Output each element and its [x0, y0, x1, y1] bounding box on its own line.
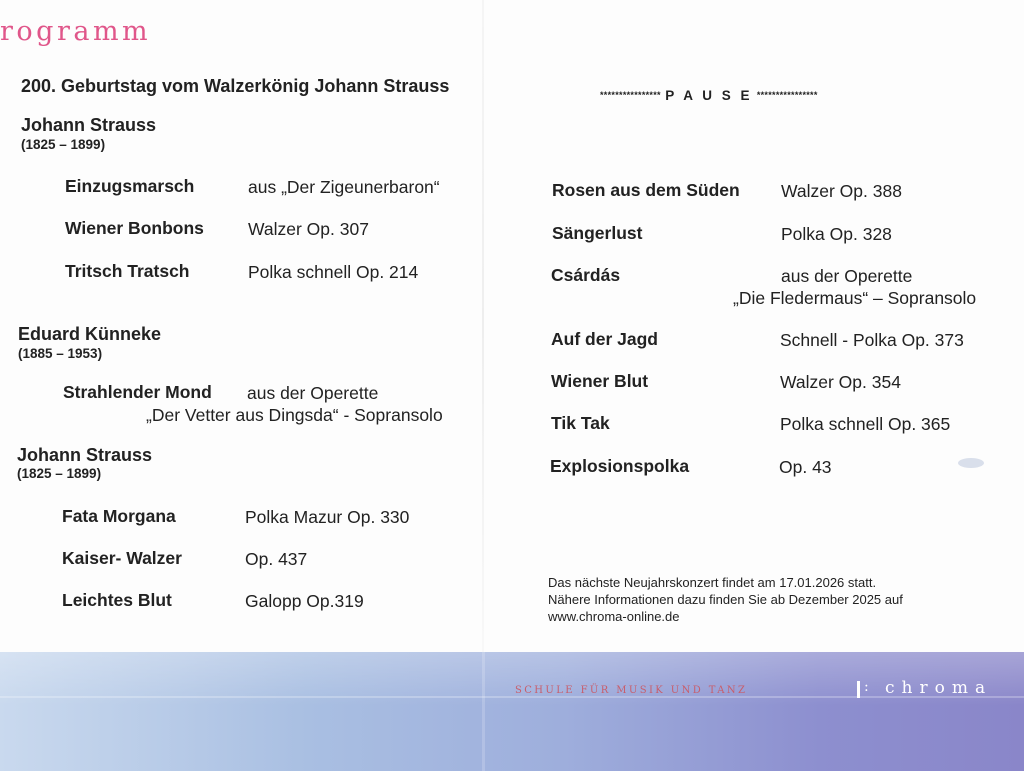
paper-smudge: [958, 458, 984, 468]
piece-desc: Polka schnell Op. 365: [780, 414, 951, 434]
piece-title: Strahlender Mond: [63, 382, 212, 402]
band-fold: [482, 652, 485, 771]
footer-band: [0, 652, 1024, 771]
pause-divider: [600, 88, 818, 103]
composer-years: (1825 – 1899): [17, 466, 102, 481]
piece-desc: Walzer Op. 388: [781, 181, 902, 201]
piece-title: Explosionspolka: [550, 456, 690, 476]
piece-desc: aus der Operette: [247, 383, 379, 403]
note-line: Das nächste Neujahrskonzert findet am 17.01.2026 statt.: [548, 575, 877, 590]
piece-desc: Polka Mazur Op. 330: [245, 507, 410, 527]
composer-name: Johann Strauss: [17, 445, 153, 465]
piece-desc: aus „Der Zigeunerbaron“: [248, 177, 440, 197]
composer-years: (1885 – 1953): [18, 346, 103, 361]
piece-desc: Galopp Op.319: [245, 591, 364, 611]
piece-desc: Walzer Op. 307: [248, 219, 369, 239]
composer-name: Eduard Künneke: [18, 324, 162, 344]
composer-name: Johann Strauss: [21, 115, 157, 135]
piece-title: Wiener Bonbons: [65, 218, 204, 238]
page-fold: [482, 0, 484, 652]
piece-title: Csárdás: [551, 265, 621, 285]
note-link: www.chroma-online.de: [548, 609, 680, 624]
piece-desc-line2: „Der Vetter aus Dingsda“ - Sopransolo: [146, 405, 443, 425]
band-sheen: [0, 696, 1024, 698]
piece-desc: aus der Operette: [781, 266, 913, 286]
pause-label: P A U S E: [665, 88, 753, 103]
brand-name: chroma: [885, 678, 993, 698]
next-concert-note: [548, 574, 903, 625]
piece-desc: Op. 437: [245, 549, 308, 569]
program-heading: rogramm: [0, 16, 152, 47]
piece-desc: Op. 43: [779, 457, 832, 477]
composer-years: (1825 – 1899): [21, 137, 106, 152]
piece-desc: Walzer Op. 354: [780, 372, 901, 392]
piece-title: Wiener Blut: [551, 371, 649, 391]
school-tagline: SCHULE FÜR MUSIK UND TANZ: [515, 685, 748, 696]
concert-title: 200. Geburtstag vom Walzerkönig Johann Strauss: [21, 76, 450, 96]
piece-title: Fata Morgana: [62, 506, 176, 526]
pause-stars-right: ****************: [756, 90, 818, 100]
piece-title: Einzugsmarsch: [65, 176, 195, 196]
brand-logo-bar: [857, 681, 860, 698]
piece-desc-line2: „Die Fledermaus“ – Sopransolo: [733, 288, 977, 308]
brand-logo-colon: :: [864, 679, 869, 695]
pause-stars-left: ****************: [600, 90, 661, 100]
piece-title: Sängerlust: [552, 223, 643, 243]
piece-desc: Polka Op. 328: [781, 224, 892, 244]
note-line: Nähere Informationen dazu finden Sie ab Dezember 2025 auf: [548, 592, 903, 607]
piece-desc: Schnell - Polka Op. 373: [780, 330, 964, 350]
piece-title: Leichtes Blut: [62, 590, 172, 610]
piece-title: Tik Tak: [551, 413, 610, 433]
piece-title: Rosen aus dem Süden: [552, 180, 740, 200]
piece-desc: Polka schnell Op. 214: [248, 262, 419, 282]
piece-title: Auf der Jagd: [551, 329, 658, 349]
piece-title: Tritsch Tratsch: [65, 261, 190, 281]
piece-title: Kaiser- Walzer: [62, 548, 182, 568]
